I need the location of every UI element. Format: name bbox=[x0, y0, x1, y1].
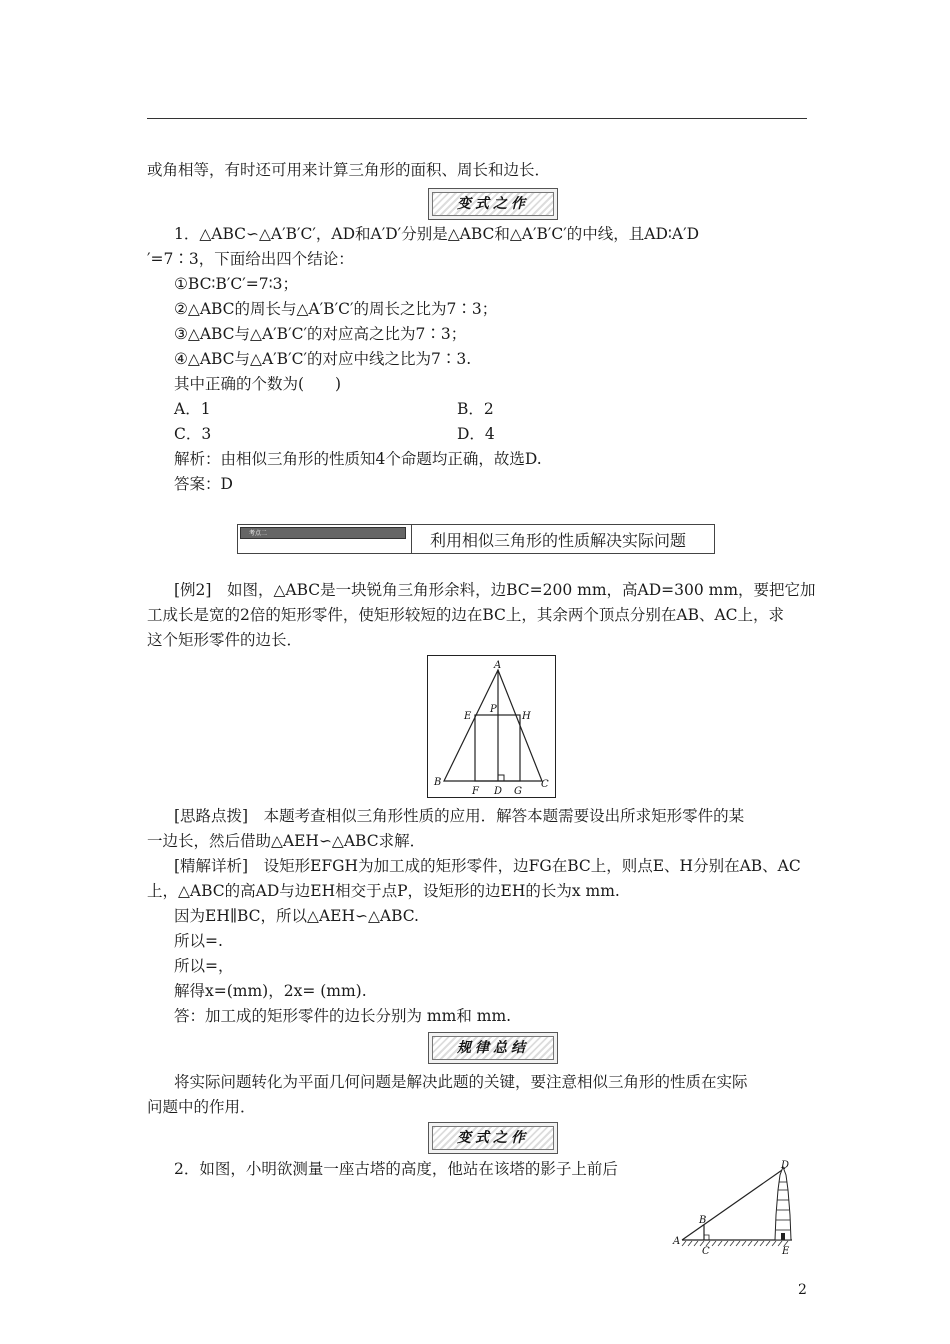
label-g: G bbox=[514, 786, 522, 797]
summary-line2: 问题中的作用． bbox=[147, 1098, 256, 1116]
solution-line3: 因为EH∥BC，所以△AEH∽△ABC. bbox=[174, 907, 419, 925]
hint-line1: [思路点拨] 本题考查相似三角形性质的应用．解答本题需要设出所求矩形零件的某 bbox=[174, 807, 745, 825]
header-rule bbox=[147, 118, 807, 119]
solution-line2: 上，△ABC的高AD与边EH相交于点P，设矩形的边EH的长为x mm. bbox=[147, 882, 620, 900]
solution-line7: 答：加工成的矩形零件的边长分别为 mm和 mm. bbox=[174, 1007, 512, 1025]
variant-tag-1 bbox=[428, 188, 558, 220]
tower-figure bbox=[672, 1155, 802, 1260]
example2-line2: 工成长是宽的2倍的矩形零件，使矩形较短的边在BC上，其余两个顶点分别在AB、AC上，求 bbox=[147, 606, 785, 624]
q1-line1: 1．△ABC∽△A′B′C′，AD和A′D′分别是△ABC和△A′B′C′的中线，且AD∶A′D bbox=[174, 225, 700, 243]
solution-line6: 解得x=(mm)，2x= (mm). bbox=[174, 982, 367, 1000]
label-tower-d: D bbox=[781, 1160, 790, 1171]
label-tower-a: A bbox=[673, 1236, 681, 1247]
page-number: 2 bbox=[798, 1282, 807, 1298]
q2-line1: 2．如图，小明欲测量一座古塔的高度，他站在该塔的影子上前后 bbox=[174, 1160, 618, 1178]
q1-conclusion-3: ③△ABC与△A′B′C′的对应高之比为7∶3； bbox=[174, 325, 467, 343]
solution-line1: [精解详析] 设矩形EFGH为加工成的矩形零件，边FG在BC上，则点E、H分别在AB、AC bbox=[174, 857, 801, 875]
label-d: D bbox=[494, 786, 503, 797]
label-c: C bbox=[541, 779, 549, 790]
variant-tag-1-label: 变式之作 bbox=[457, 196, 529, 212]
ground-hatching bbox=[682, 1241, 788, 1246]
label-tower-b: B bbox=[699, 1215, 707, 1226]
triangle-abc bbox=[444, 670, 542, 781]
q1-option-c: C．3 bbox=[174, 425, 212, 443]
summary-line1: 将实际问题转化为平面几何问题是解决此题的关键，要注意相似三角形的性质在实际 bbox=[174, 1073, 748, 1091]
label-b: B bbox=[434, 777, 442, 788]
section-title: 利用相似三角形的性质解决实际问题 bbox=[430, 531, 687, 550]
example2-line1: [例2] 如图，△ABC是一块锐角三角形余料，边BC=200 mm，高AD=300 mm，要把它加 bbox=[174, 581, 816, 599]
label-e: E bbox=[464, 711, 472, 722]
q1-answer: 答案：D bbox=[174, 475, 233, 493]
section-strip-label: 考点二 bbox=[249, 530, 268, 537]
intro-text: 或角相等，有时还可用来计算三角形的面积、周长和边长． bbox=[147, 161, 551, 179]
q1-option-d: D．4 bbox=[457, 425, 495, 443]
label-a: A bbox=[494, 660, 502, 671]
section-strip-box bbox=[238, 525, 412, 553]
triangle-figure bbox=[427, 655, 556, 798]
q1-option-b: B．2 bbox=[457, 400, 494, 418]
label-f: F bbox=[472, 786, 479, 797]
summary-tag bbox=[428, 1032, 558, 1064]
q1-line2: ′=7∶3，下面给出四个结论： bbox=[147, 250, 354, 268]
hint-line2: 一边长，然后借助△AEH∽△ABC求解． bbox=[147, 832, 426, 850]
q1-conclusion-4: ④△ABC与△A′B′C′的对应中线之比为7∶3. bbox=[174, 350, 472, 368]
label-tower-e: E bbox=[782, 1246, 790, 1257]
variant-tag-2-label: 变式之作 bbox=[457, 1130, 529, 1146]
label-tower-c: C bbox=[702, 1246, 710, 1257]
shadow-line-ad bbox=[682, 1168, 785, 1240]
summary-tag-label: 规律总结 bbox=[457, 1040, 529, 1056]
q1-option-a: A．1 bbox=[174, 400, 211, 418]
tower-drawing bbox=[775, 1167, 791, 1240]
q1-question: 其中正确的个数为( ) bbox=[174, 375, 342, 393]
q1-analysis: 解析：由相似三角形的性质知4个命题均正确，故选D. bbox=[174, 450, 542, 468]
solution-line5: 所以=， bbox=[174, 957, 234, 975]
label-p: P bbox=[490, 704, 497, 715]
section-header bbox=[237, 524, 715, 554]
q1-conclusion-2: ②△ABC的周长与△A′B′C′的周长之比为7∶3； bbox=[174, 300, 498, 318]
q1-conclusion-1: ①BC∶B′C′=7∶3； bbox=[174, 275, 299, 293]
solution-line4: 所以=. bbox=[174, 932, 223, 950]
example2-line3: 这个矩形零件的边长． bbox=[147, 631, 303, 649]
variant-tag-2 bbox=[428, 1122, 558, 1154]
label-h: H bbox=[522, 711, 531, 722]
right-angle-mark bbox=[498, 775, 504, 781]
